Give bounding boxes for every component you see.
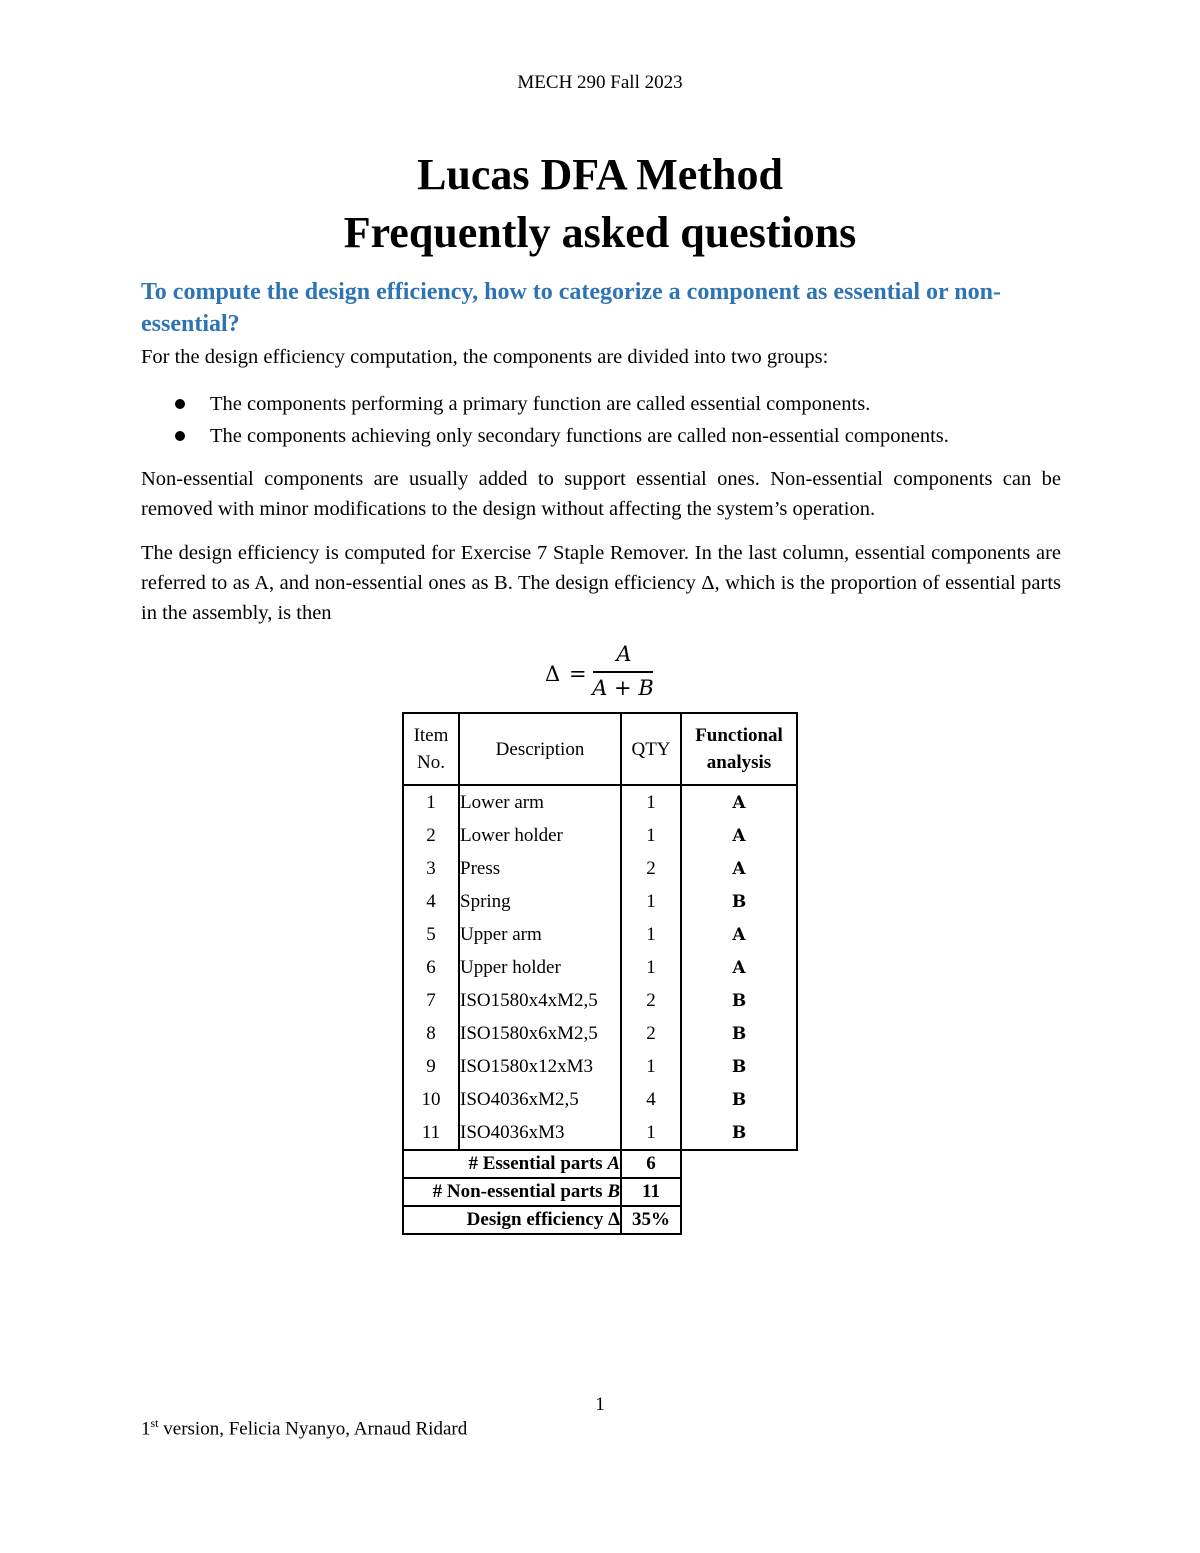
functional-analysis-cell: A [681,785,797,819]
table-row [403,852,797,885]
functional-analysis-cell: A [681,852,797,885]
description-cell: ISO1580x12xM3 [459,1050,621,1083]
item-no-cell: 5 [403,918,459,951]
item-no-cell: 4 [403,885,459,918]
table-row [403,819,797,852]
functional-analysis-cell: B [681,984,797,1017]
qty-cell: 1 [621,1116,681,1150]
description-cell: Upper holder [459,951,621,984]
design-efficiency-value: 35% [621,1206,681,1234]
formula-delta: Δ [545,662,561,686]
title-line-1: Lucas DFA Method [417,150,783,199]
title-line-2: Frequently asked questions [343,208,857,257]
description-cell: Upper arm [459,918,621,951]
qty-cell: 2 [621,1017,681,1050]
qty-cell: 4 [621,1083,681,1116]
qty-cell: 1 [621,1050,681,1083]
total-nonessential-row [403,1178,797,1206]
header-functional-analysis: Functional analysis [681,713,797,785]
intro-paragraph: For the design efficiency computation, the components are divided into two groups: [141,346,829,368]
table-row [403,1017,797,1050]
table-row [403,918,797,951]
total-nonessential-value: 11 [621,1178,681,1206]
paragraph-efficiency: The design efficiency is computed for Exercise 7 Staple Remover. In the last column, essential components are referred to as A, and non-essential ones as B. The design efficiency Δ, which is the proportion of essential parts in the assembly, is then [141,542,1061,624]
qty-cell: 1 [621,918,681,951]
page-title [0,146,1200,262]
table-header-row [403,713,797,785]
bullet-item: The components performing a primary function are called essential components. [141,388,1091,420]
description-cell: ISO1580x6xM2,5 [459,1017,621,1050]
design-efficiency-label: Design efficiency Δ [403,1206,621,1234]
question-heading: To compute the design efficiency, how to categorize a component as essential or non-essential? [141,279,1001,337]
item-no-cell: 1 [403,785,459,819]
description-cell: ISO4036xM2,5 [459,1083,621,1116]
table-row [403,785,797,819]
page-header: MECH 290 Fall 2023 [517,72,683,93]
functional-analysis-cell: B [681,1050,797,1083]
functional-analysis-cell: A [681,819,797,852]
table-row [403,1050,797,1083]
item-no-cell: 7 [403,984,459,1017]
item-no-cell: 8 [403,1017,459,1050]
description-cell: ISO4036xM3 [459,1116,621,1150]
total-essential-row [403,1150,797,1178]
functional-analysis-cell: A [681,951,797,984]
total-essential-label: # Essential parts A [403,1150,621,1178]
bullet-dot-icon [175,431,185,441]
item-no-cell: 6 [403,951,459,984]
item-no-cell: 11 [403,1116,459,1150]
description-cell: Press [459,852,621,885]
qty-cell: 1 [621,785,681,819]
table-row [403,885,797,918]
bullet-dot-icon [175,399,185,409]
formula-equals: = [569,662,587,686]
header-item-no: Item No. [403,713,459,785]
header-qty: QTY [621,713,681,785]
item-no-cell: 9 [403,1050,459,1083]
item-no-cell: 10 [403,1083,459,1116]
description-cell: Spring [459,885,621,918]
functional-analysis-cell: A [681,918,797,951]
footer-credit: 1st version, Felicia Nyanyo, Arnaud Ridard [141,1416,468,1440]
qty-cell: 2 [621,984,681,1017]
paragraph-nonessential: Non-essential components are usually added to support essential ones. Non-essential components can be removed with minor modifications to the design without affecting the system’s operation. [141,468,1061,520]
description-cell: Lower arm [459,785,621,819]
header-description: Description [459,713,621,785]
bullet-item: The components achieving only secondary functions are called non-essential components. [141,420,1091,452]
description-cell: Lower holder [459,819,621,852]
functional-analysis-cell: B [681,1083,797,1116]
parts-table [402,712,798,1235]
formula-fraction-bar [593,671,653,673]
functional-analysis-cell: B [681,1116,797,1150]
table-row [403,984,797,1017]
qty-cell: 1 [621,951,681,984]
item-no-cell: 2 [403,819,459,852]
formula-denominator: A + B [592,676,654,700]
table-row [403,1116,797,1150]
qty-cell: 1 [621,885,681,918]
table-row [403,951,797,984]
item-no-cell: 3 [403,852,459,885]
qty-cell: 2 [621,852,681,885]
total-essential-value: 6 [621,1150,681,1178]
design-efficiency-row [403,1206,797,1234]
qty-cell: 1 [621,819,681,852]
table-row [403,1083,797,1116]
functional-analysis-cell: B [681,885,797,918]
total-nonessential-label: # Non-essential parts B [403,1178,621,1206]
bullet-list [141,388,1091,452]
functional-analysis-cell: B [681,1017,797,1050]
page-number: 1 [595,1394,605,1415]
description-cell: ISO1580x4xM2,5 [459,984,621,1017]
formula-numerator: A [616,642,632,666]
